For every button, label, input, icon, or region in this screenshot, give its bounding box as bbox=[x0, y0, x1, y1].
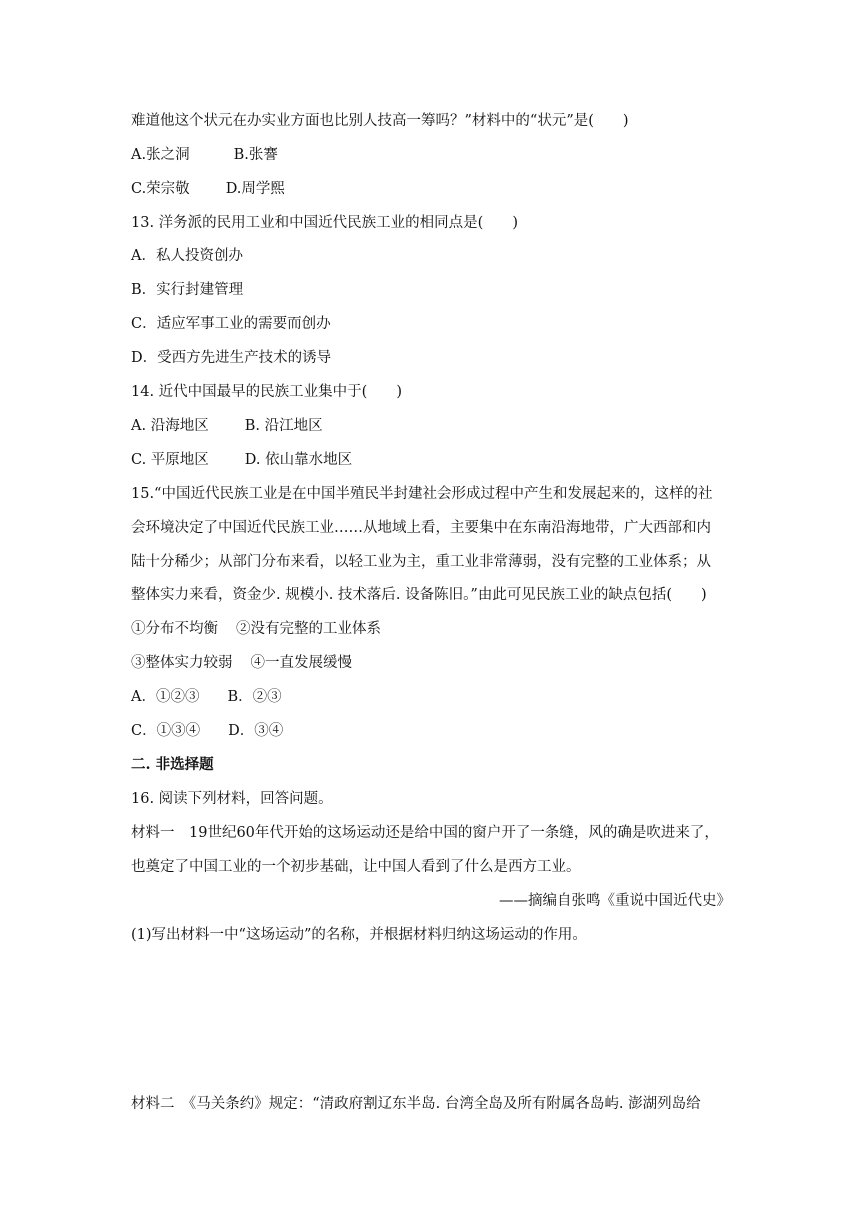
q16-sub-question-1: (1)写出材料一中“这场运动”的名称，并根据材料归纳这场运动的作用。 bbox=[131, 927, 587, 943]
q14-option-d: D. 依山靠水地区 bbox=[244, 452, 353, 468]
q15-item-2: ②没有完整的工业体系 bbox=[236, 621, 381, 637]
q16-stem: 16. 阅读下列材料，回答问题。 bbox=[131, 791, 333, 807]
q15-stem-line-3: 陆十分稀少；从部门分布来看，以轻工业为主，重工业非常薄弱，没有完整的工业体系；从 bbox=[131, 554, 711, 570]
q16-material1-source: ——摘编自张鸣《重说中国近代史》 bbox=[499, 893, 731, 909]
q13-option-b: B．实行封建管理 bbox=[131, 282, 244, 298]
q15-option-a: A．①②③ bbox=[131, 689, 200, 705]
q15-options-row-2 bbox=[131, 721, 731, 741]
q12-options-row-1 bbox=[131, 145, 731, 165]
q12-stem: 难道他这个状元在办实业方面也比别人技高一筹吗？”材料中的“状元”是( ) bbox=[131, 113, 629, 129]
q15-option-d: D．③④ bbox=[228, 723, 284, 739]
q15-items-row-2 bbox=[131, 653, 731, 673]
q14-stem: 14. 近代中国最早的民族工业集中于( ) bbox=[131, 384, 402, 400]
q12-options-row-2 bbox=[131, 179, 731, 199]
q13-option-d: D．受西方先进生产技术的诱导 bbox=[131, 350, 332, 366]
q13-option-a: A．私人投资创办 bbox=[131, 248, 243, 264]
q15-stem-line-2: 会环境决定了中国近代民族工业……从地域上看，主要集中在东南沿海地带，广大西部和内 bbox=[131, 520, 711, 536]
q16-material1-line-1: 材料一 19世纪60年代开始的这场运动还是给中国的窗户开了一条缝，风的确是吹进来了， bbox=[131, 825, 719, 841]
q15-stem-line-1: 15.“中国近代民族工业是在中国半殖民半封建社会形成过程中产生和发展起来的，这样的社 bbox=[131, 486, 713, 502]
q13-option-c: C．适应军事工业的需要而创办 bbox=[131, 316, 331, 332]
q12-option-c: C.荣宗敬 bbox=[131, 181, 190, 197]
q15-item-3: ③整体实力较弱 bbox=[131, 655, 233, 671]
q15-option-c: C．①③④ bbox=[131, 723, 201, 739]
q12-option-b: B.张謇 bbox=[233, 147, 278, 163]
q15-stem-line-4: 整体实力来看，资金少. 规模小. 技术落后. 设备陈旧。”由此可见民族工业的缺点包括( ) bbox=[131, 587, 707, 603]
q16-material1-line-2: 也奠定了中国工业的一个初步基础，让中国人看到了什么是西方工业。 bbox=[131, 859, 581, 875]
q13-stem: 13. 洋务派的民用工业和中国近代民族工业的相同点是( ) bbox=[131, 215, 518, 231]
q16-material2-line: 材料二 《马关条约》规定：“清政府割辽东半岛. 台湾全岛及所有附属各岛屿. 澎湖列岛给 bbox=[131, 1096, 701, 1112]
q15-items-row-1 bbox=[131, 619, 731, 639]
section-heading: 二. 非选择题 bbox=[131, 756, 214, 773]
q14-option-c: C. 平原地区 bbox=[131, 452, 209, 468]
q15-item-4: ④一直发展缓慢 bbox=[250, 655, 352, 671]
q14-options-row-1 bbox=[131, 416, 731, 436]
q14-options-row-2 bbox=[131, 450, 731, 470]
q15-option-b: B．②③ bbox=[227, 689, 282, 705]
q12-option-a: A.张之洞 bbox=[131, 147, 190, 163]
q12-option-d: D.周学熙 bbox=[225, 181, 285, 197]
q15-options-row-1 bbox=[131, 687, 731, 707]
q14-option-a: A. 沿海地区 bbox=[131, 418, 209, 434]
q14-option-b: B. 沿江地区 bbox=[244, 418, 323, 434]
q15-item-1: ①分布不均衡 bbox=[131, 621, 218, 637]
